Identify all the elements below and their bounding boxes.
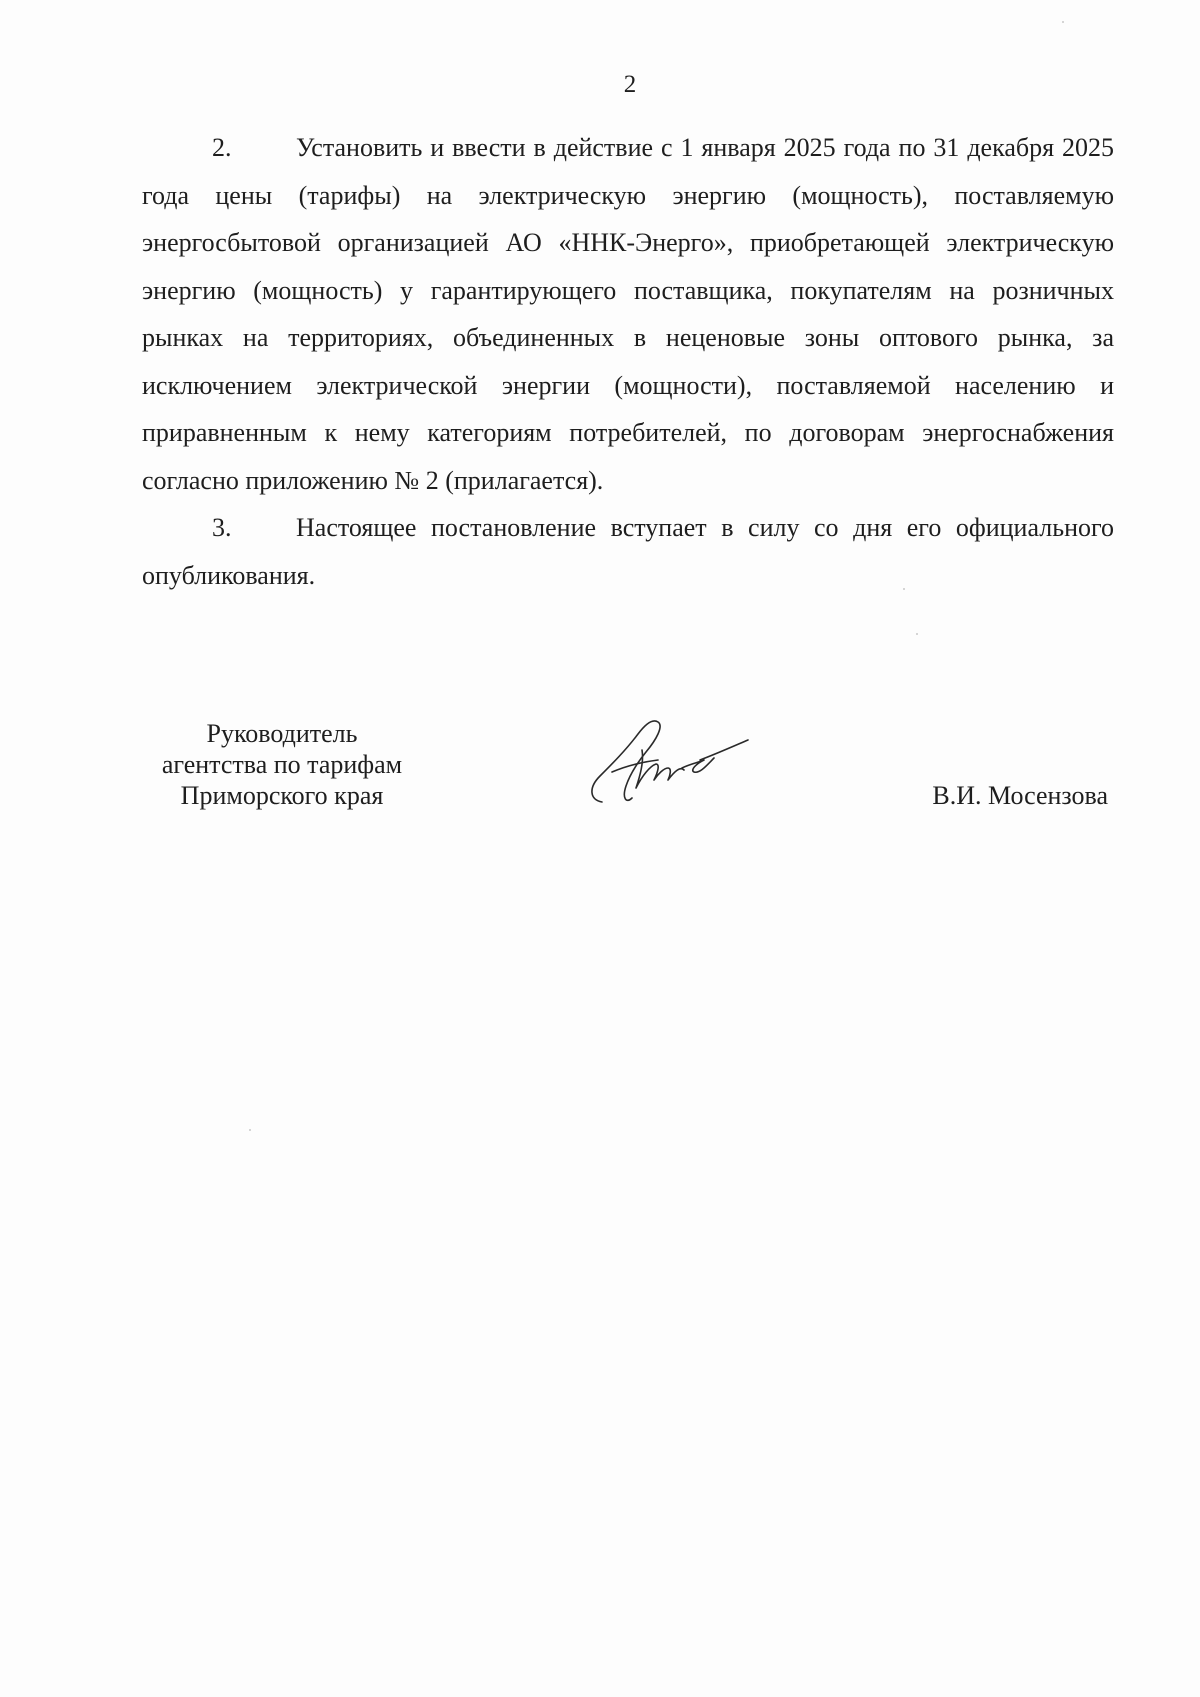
signatory-title-line: агентства по тарифам <box>161 750 403 779</box>
paragraph-2 <box>142 124 1114 504</box>
signatory-title-line: Руководитель <box>206 719 358 748</box>
paragraph-number: 3. <box>212 513 232 542</box>
scan-speck <box>249 1129 251 1131</box>
scan-speck <box>903 588 905 590</box>
signatory-title-line: Приморского края <box>180 781 384 810</box>
handwritten-signature <box>582 710 752 810</box>
page-number: 2 <box>623 71 637 98</box>
scan-speck <box>1062 21 1064 23</box>
paragraph-text: Установить и ввести в действие с 1 января 2025 года по 31 декабря 2025 года цены (тарифы) на электрическую энергию (мощность), поставляемую энергосбытовой организацией АО «ННК-Энерго», приобретающей электрическую энергию (мощность) у гарантирующего поставщика, покупателям на розничных рынках на территориях, объединенных в неценовые зоны оптового рынка, за исключением электрической энергии (мощности), поставляемой населению и приравненным к нему категориям потребителей, по договорам энергоснабжения согласно приложению № 2 (прилагается). <box>142 133 1114 495</box>
signature-block <box>142 718 1114 838</box>
scan-speck <box>916 633 918 635</box>
paragraph-number: 2. <box>212 133 232 162</box>
document-body <box>142 124 1114 599</box>
paragraph-3 <box>142 504 1114 599</box>
signatory-title <box>142 718 422 811</box>
signatory-name: В.И. Мосензова <box>932 781 1108 810</box>
paragraph-text: Настоящее постановление вступает в силу со дня его официального опубликования. <box>142 513 1114 590</box>
